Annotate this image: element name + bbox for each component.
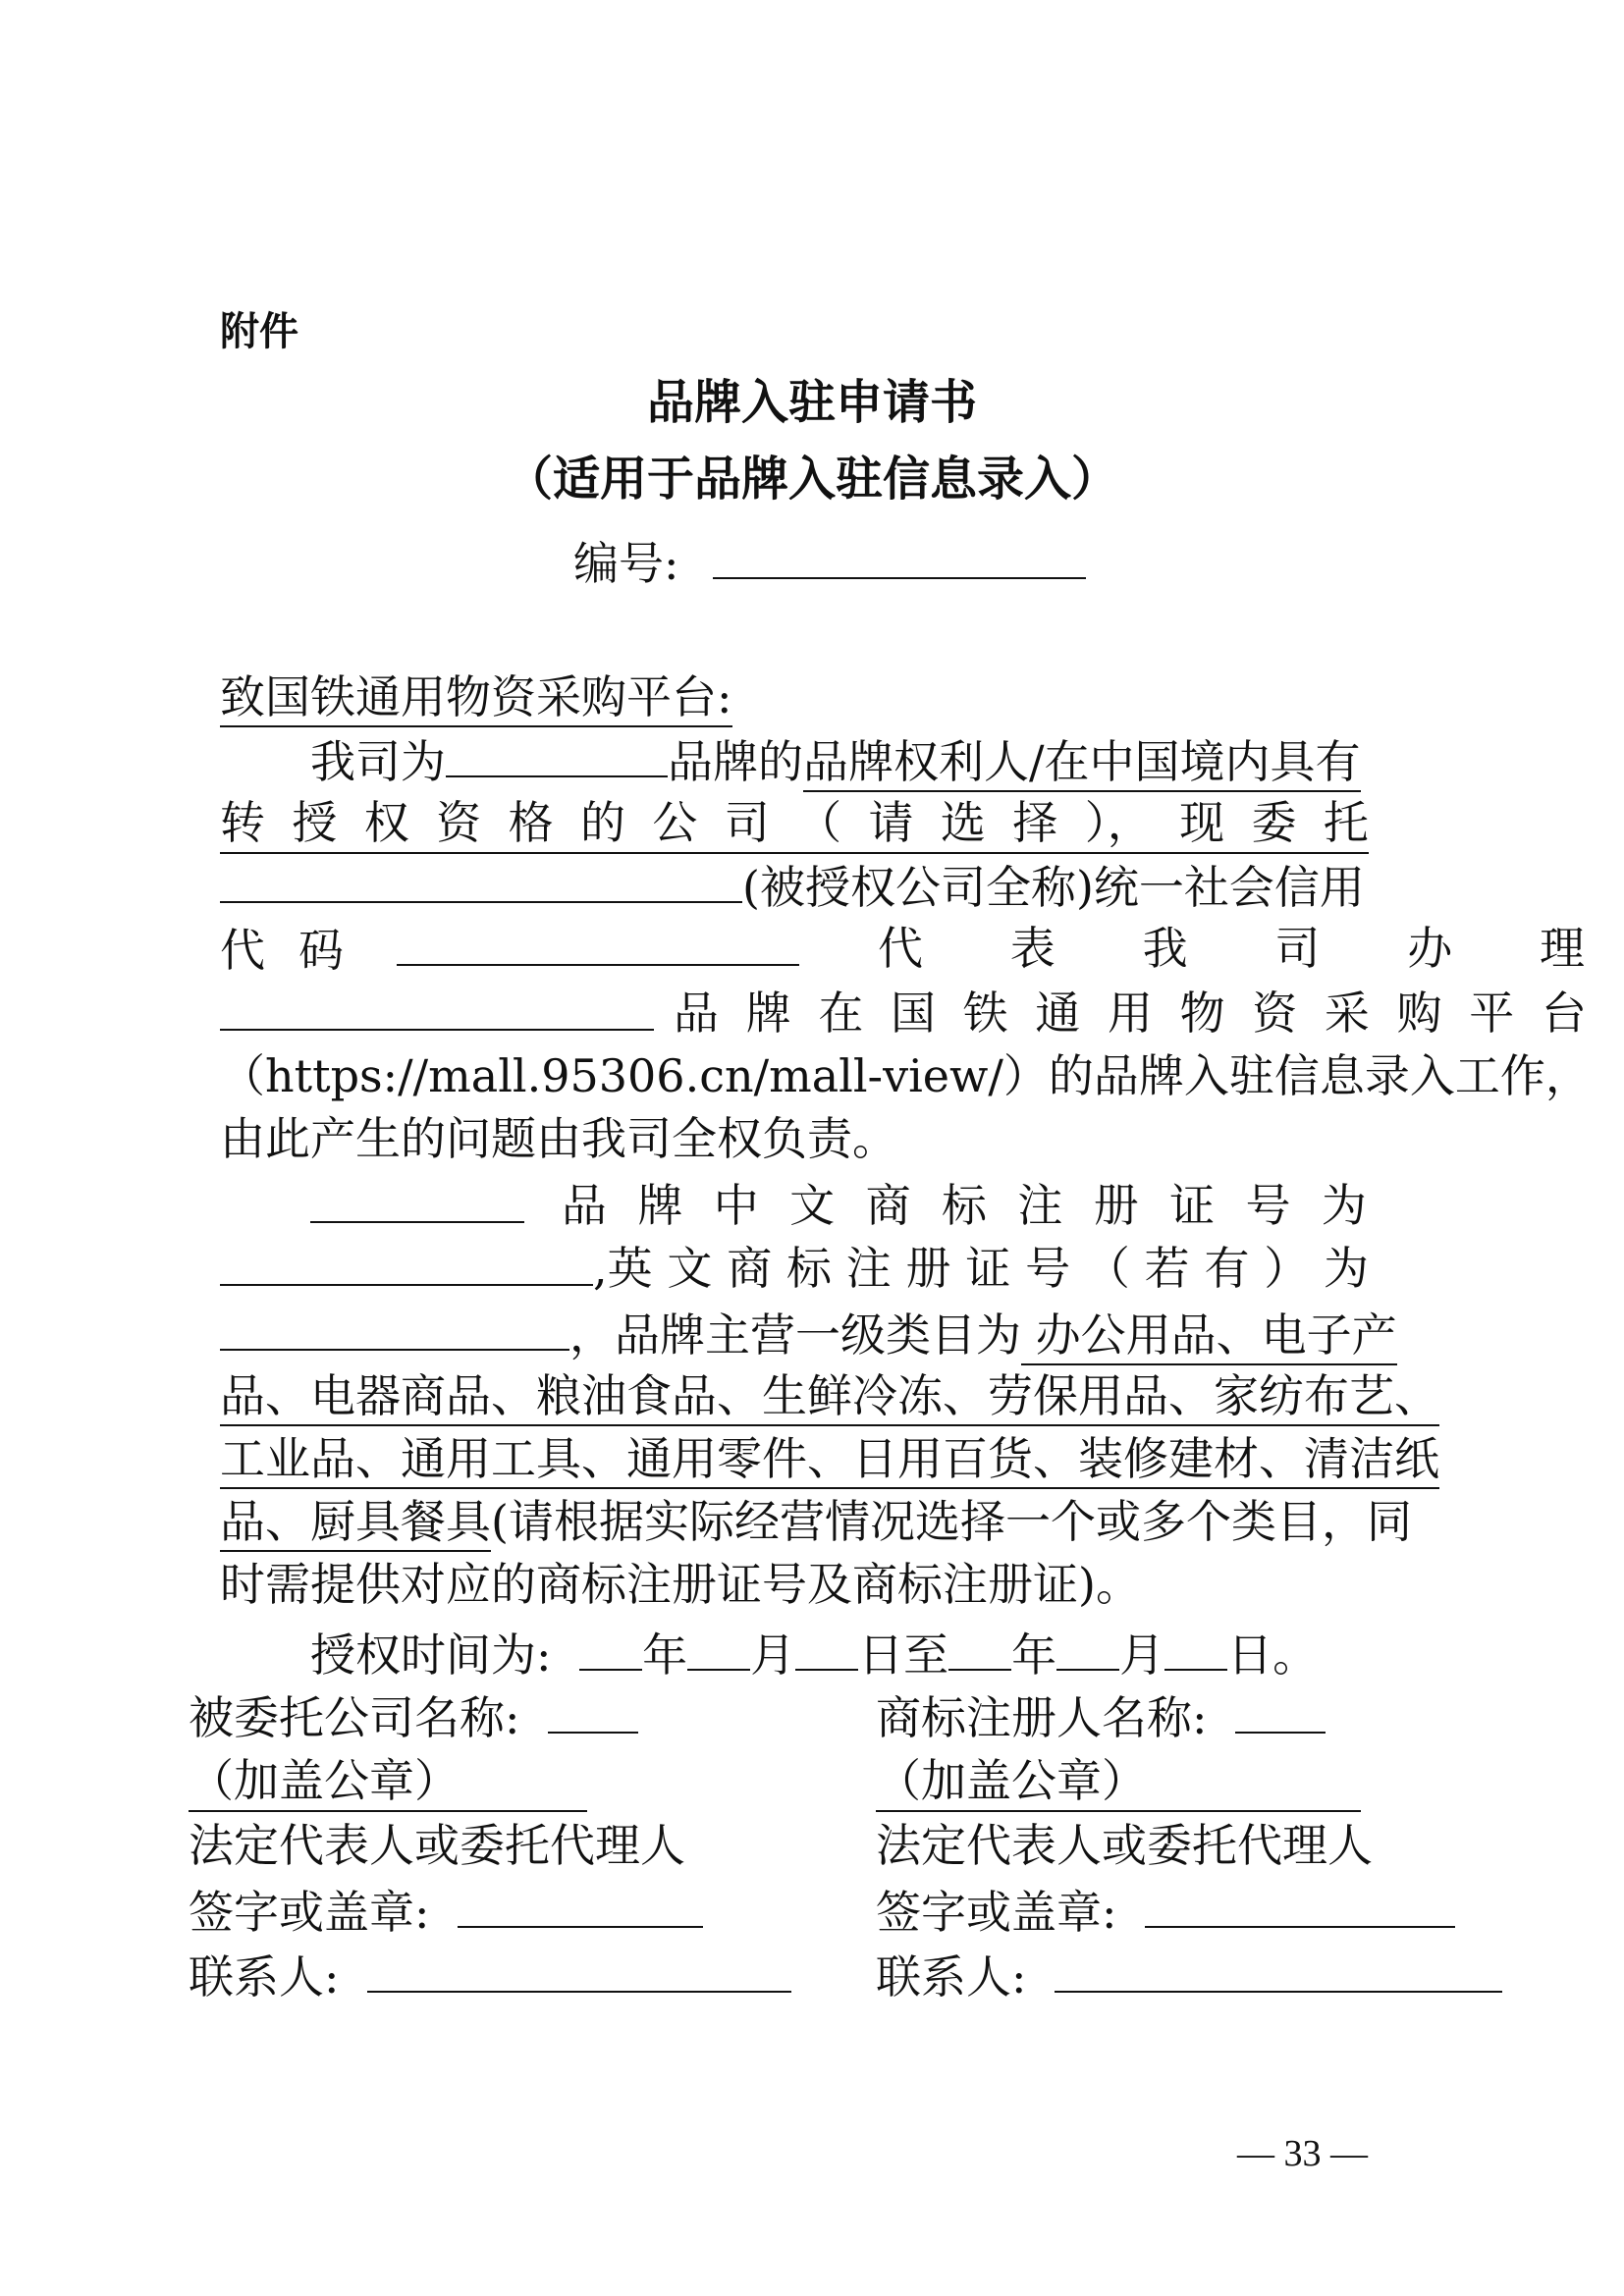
text-char: ）， [1084, 796, 1153, 849]
right-contact-field[interactable] [1055, 1948, 1502, 1993]
text-char: 委 [1251, 796, 1297, 849]
text-char: 牌 [745, 987, 791, 1040]
right-seal-row [876, 1753, 1361, 1812]
authorization-time-row [310, 1626, 1318, 1682]
page-number: — 33 — [1237, 2133, 1368, 2174]
text-char: 若 [1144, 1242, 1190, 1295]
text-char: 转 [220, 796, 265, 849]
attachment-label: 附件 [220, 309, 298, 354]
right-rep-label: 法定代表人或委托代理人 [876, 1819, 1373, 1872]
left-sign-row [189, 1883, 703, 1940]
text-char: 选 [940, 796, 986, 849]
text: 月 [1119, 1629, 1165, 1682]
text: 我司为 [310, 735, 446, 788]
body-line-11 [220, 1368, 1439, 1423]
text: 月 [750, 1629, 796, 1682]
text-char: 代 [878, 922, 923, 975]
body-line-5 [220, 986, 1587, 1042]
category-text: 品、电器商品、粮油食品、生鲜冷冻、劳保用品、家纺布艺、 [220, 1369, 1439, 1426]
text-char: 注 [845, 1242, 892, 1295]
left-contact-row [189, 1948, 791, 2004]
text: 码 [298, 924, 344, 977]
text-char: 托 [1323, 796, 1369, 849]
right-sign-row [876, 1883, 1455, 1940]
text: 日至 [858, 1629, 949, 1682]
text-char: 国 [890, 987, 936, 1040]
left-seal-text: （加盖公章） [189, 1753, 587, 1812]
text-char: 台 [1541, 987, 1587, 1040]
start-day-field[interactable] [795, 1626, 858, 1671]
start-month-field[interactable] [687, 1626, 750, 1671]
text-char: 中 [713, 1179, 759, 1232]
document-subtitle: （适用于品牌入驻信息录入） [505, 452, 1118, 507]
start-year-field[interactable] [579, 1626, 642, 1671]
text-char: 文 [667, 1242, 713, 1295]
text-char: 的 [579, 796, 625, 849]
text-char: 品 [674, 987, 719, 1040]
body-line-13 [220, 1494, 1412, 1549]
text-char: 册 [905, 1242, 951, 1295]
text-char: 格 [508, 796, 554, 849]
left-company-field[interactable] [548, 1688, 638, 1734]
category-text: 工业品、通用工具、通用零件、日用百货、装修建材、清洁纸 [220, 1432, 1439, 1489]
body-line-2 [220, 795, 1369, 854]
right-contact-row [876, 1948, 1502, 2004]
text-char: 证 [1169, 1179, 1216, 1232]
text-char: 册 [1093, 1179, 1139, 1232]
text-char: 请 [868, 796, 914, 849]
left-rep-label: 法定代表人或委托代理人 [189, 1819, 685, 1872]
text-char: 采 [1324, 987, 1370, 1040]
left-contact-field[interactable] [367, 1948, 791, 1993]
right-sign-field[interactable] [1145, 1883, 1455, 1928]
body-line-8 [310, 1178, 1380, 1235]
right-seal-text: （加盖公章） [876, 1753, 1361, 1812]
text-char: 司 [724, 796, 770, 849]
end-day-field[interactable] [1164, 1626, 1227, 1671]
text: 品牌的 [668, 735, 803, 788]
text: 日。 [1227, 1629, 1319, 1682]
number-row [573, 534, 1086, 591]
left-contact-label: 联系人: [189, 1950, 340, 2003]
body-line-6: （https://mall.95306.cn/mall-view/）的品牌入驻信息录入工作， [220, 1049, 1591, 1102]
text-char: 证 [965, 1242, 1011, 1295]
body-line-14: 时需提供对应的商标注册证号及商标注册证)。 [220, 1558, 1141, 1611]
text-char: 为 [1321, 1179, 1367, 1232]
text-char: ,英 [593, 1242, 653, 1295]
brand-field-3[interactable] [310, 1178, 524, 1223]
text-char: 品 [562, 1179, 607, 1232]
text-char: 我 [1142, 922, 1188, 975]
text-char: 表 [1009, 922, 1056, 975]
text-char: 号 [1245, 1179, 1291, 1232]
text-char: 现 [1179, 796, 1225, 849]
text-char: 商 [865, 1179, 911, 1232]
left-company-label: 被委托公司名称: [189, 1691, 520, 1744]
end-year-field[interactable] [948, 1626, 1011, 1671]
authorized-company-field[interactable] [220, 858, 742, 903]
body-line-10 [220, 1306, 1397, 1362]
text: (请根据实际经营情况选择一个或多个类目，同 [491, 1495, 1412, 1548]
category-text: 品、厨具餐具 [220, 1495, 491, 1552]
text-char: 商 [727, 1242, 773, 1295]
end-month-field[interactable] [1056, 1626, 1119, 1671]
addressee-text: 致国铁通用物资采购平台: [220, 670, 732, 727]
text-char: 办 [1407, 922, 1453, 975]
body-line-1 [310, 732, 1361, 789]
text-char: 铁 [962, 987, 1008, 1040]
text: 代 [220, 924, 265, 977]
text-char: ） [1264, 1242, 1310, 1295]
brand-field-2[interactable] [220, 986, 654, 1031]
body-line-4 [220, 921, 1585, 978]
en-trademark-field[interactable] [220, 1306, 569, 1351]
text-char: 文 [789, 1179, 836, 1232]
right-sign-label: 签字或盖章: [876, 1886, 1117, 1939]
text-char: 理 [1539, 922, 1585, 975]
right-company-field[interactable] [1235, 1688, 1326, 1734]
text-char: 授 [292, 796, 338, 849]
text-char: 资 [1252, 987, 1298, 1040]
text: 年 [1011, 1629, 1057, 1682]
right-contact-label: 联系人: [876, 1950, 1027, 2003]
text: (被授权公司全称)统一社会信用 [742, 861, 1365, 914]
text-char: 通 [1035, 987, 1081, 1040]
number-label: 编号: [573, 537, 679, 590]
text-char: 平 [1469, 987, 1515, 1040]
left-company-row [189, 1688, 638, 1745]
brand-name-field[interactable] [446, 732, 668, 777]
text: ，品牌主营一级类目为 [569, 1308, 1021, 1362]
right-company-label: 商标注册人名称: [876, 1691, 1208, 1744]
text-char: 有 [1204, 1242, 1250, 1295]
text-char: 标 [941, 1179, 987, 1232]
body-line-9 [220, 1241, 1379, 1298]
addressee [220, 669, 732, 724]
right-company-row [876, 1688, 1326, 1745]
text: 年 [642, 1629, 688, 1682]
authorization-time-label: 授权时间为: [310, 1629, 552, 1682]
number-field[interactable] [713, 534, 1086, 579]
body-line-3 [220, 858, 1365, 915]
text-char: 标 [785, 1242, 832, 1295]
left-seal-row [189, 1753, 587, 1812]
left-sign-field[interactable] [458, 1883, 703, 1928]
text-char: 择 [1012, 796, 1058, 849]
text-char: 权 [363, 796, 409, 849]
rights-option-text: 品牌权利人/在中国境内具有 [803, 735, 1361, 792]
left-sign-label: 签字或盖章: [189, 1886, 430, 1939]
text-char: 司 [1274, 922, 1321, 975]
text-char: 购 [1396, 987, 1442, 1040]
body-line-7: 由此产生的问题由我司全权负责。 [220, 1112, 897, 1165]
text-char: 为 [1324, 1242, 1369, 1295]
text-char: 牌 [637, 1179, 683, 1232]
text-char: 在 [818, 987, 864, 1040]
body-line-12 [220, 1431, 1439, 1486]
cn-trademark-field[interactable] [220, 1241, 593, 1286]
text-char: 公 [652, 796, 698, 849]
text-char: 注 [1017, 1179, 1063, 1232]
text-char: （ [796, 796, 842, 849]
document-title: 品牌入驻申请书 [646, 375, 977, 430]
text-char: 物 [1179, 987, 1225, 1040]
text-char: 资 [436, 796, 482, 849]
text-char: （ [1084, 1242, 1130, 1295]
credit-code-field[interactable] [397, 921, 799, 966]
text-char: 用 [1107, 987, 1153, 1040]
category-text: 办公用品、电子产 [1021, 1308, 1397, 1365]
text-char: 号 [1025, 1242, 1071, 1295]
